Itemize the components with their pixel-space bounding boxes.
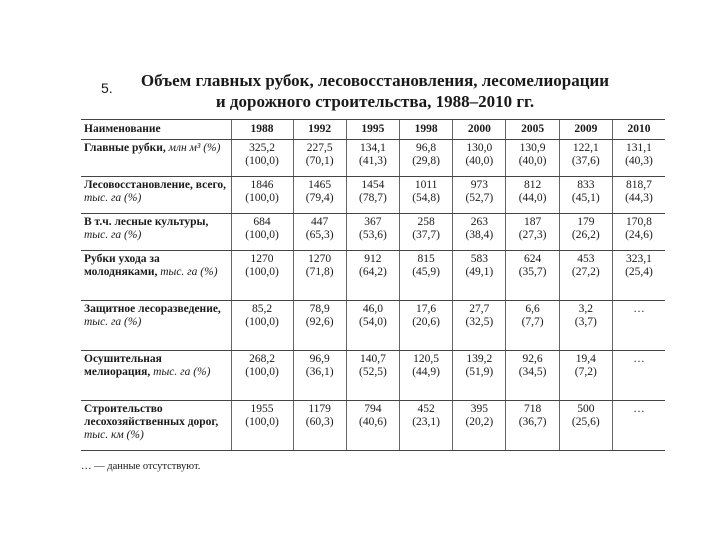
row-name-cell bbox=[81, 401, 231, 451]
value-cell bbox=[453, 351, 506, 401]
cell-percent: (100,0) bbox=[245, 155, 279, 167]
cell-percent: (44,3) bbox=[625, 192, 653, 204]
cell-percent: (27,2) bbox=[571, 266, 600, 278]
cell-percent: (53,6) bbox=[358, 229, 387, 241]
cell-value: … bbox=[633, 303, 645, 315]
cell-value: 1270 bbox=[308, 253, 332, 265]
cell-percent: (36,7) bbox=[518, 416, 547, 428]
cell-value: 794 bbox=[364, 403, 382, 415]
cell-percent: (25,6) bbox=[571, 416, 600, 428]
value-cell bbox=[400, 301, 453, 351]
cell-value: 187 bbox=[523, 216, 542, 228]
cell-percent: (54,8) bbox=[412, 192, 441, 204]
title-line-2: и дорожного строительства, 1988–2010 гг. bbox=[215, 92, 535, 111]
cell-value: 170,8 bbox=[626, 216, 652, 228]
cell-value: 130,9 bbox=[519, 142, 546, 154]
cell-percent: (52,7) bbox=[465, 192, 494, 204]
cell-value: 325,2 bbox=[249, 142, 275, 154]
cell-value: 973 bbox=[470, 179, 488, 191]
cell-value: 3,2 bbox=[578, 303, 593, 315]
value-cell bbox=[612, 301, 665, 351]
cell-value: 833 bbox=[577, 179, 595, 191]
cell-percent: (92,6) bbox=[305, 316, 334, 328]
cell-value: 131,1 bbox=[626, 142, 652, 154]
value-cell bbox=[559, 351, 612, 401]
row-name: В т.ч. лесные культуры, bbox=[84, 216, 209, 228]
value-cell bbox=[506, 214, 559, 251]
value-cell bbox=[400, 214, 453, 251]
value-cell bbox=[231, 301, 293, 351]
cell-value: 1955 bbox=[250, 403, 274, 415]
value-cell bbox=[231, 401, 293, 451]
cell-value: 122,1 bbox=[572, 142, 599, 154]
row-unit: млн м³ (%) bbox=[168, 142, 221, 154]
header-cell: Наименование bbox=[81, 120, 231, 140]
cell-percent: (40,0) bbox=[465, 155, 494, 167]
value-cell bbox=[506, 301, 559, 351]
cell-value: 453 bbox=[577, 253, 595, 265]
cell-percent: (44,9) bbox=[412, 366, 441, 378]
row-unit: тыс. га (%) bbox=[84, 316, 142, 328]
header-row bbox=[81, 120, 665, 140]
table-row bbox=[81, 351, 665, 401]
value-cell bbox=[559, 301, 612, 351]
value-cell bbox=[400, 251, 453, 301]
cell-value: 1454 bbox=[361, 179, 385, 191]
cell-value: 1846 bbox=[250, 179, 274, 191]
value-cell bbox=[346, 301, 399, 351]
cell-value: 130,0 bbox=[466, 142, 493, 154]
cell-value: 85,2 bbox=[251, 303, 273, 315]
cell-percent: (37,7) bbox=[412, 229, 441, 241]
footnote: … — данные отсутствуют. bbox=[81, 461, 201, 472]
cell-percent: (49,1) bbox=[465, 266, 494, 278]
cell-value: 258 bbox=[417, 216, 435, 228]
cell-percent: (34,5) bbox=[518, 366, 547, 378]
value-cell bbox=[231, 214, 293, 251]
value-cell bbox=[346, 177, 399, 214]
row-name: Строительство лесохозяйственных дорог, bbox=[84, 403, 219, 428]
cell-percent: (25,4) bbox=[625, 266, 653, 278]
cell-percent: (29,8) bbox=[412, 155, 441, 167]
row-name-cell bbox=[81, 251, 231, 301]
cell-value: 120,5 bbox=[413, 353, 440, 365]
value-cell bbox=[231, 177, 293, 214]
value-cell bbox=[293, 251, 346, 301]
cell-value: 96,8 bbox=[416, 142, 437, 154]
value-cell bbox=[346, 140, 399, 177]
row-name: Рубки ухода за молодняками, bbox=[84, 253, 160, 278]
cell-value: 227,5 bbox=[306, 142, 333, 154]
row-name-cell bbox=[81, 301, 231, 351]
row-unit: тыс. га (%) bbox=[84, 192, 142, 204]
value-cell bbox=[559, 251, 612, 301]
value-cell bbox=[346, 401, 399, 451]
cell-percent: (70,1) bbox=[305, 155, 334, 167]
cell-percent: (20,6) bbox=[412, 316, 441, 328]
row-name-cell bbox=[81, 214, 231, 251]
cell-percent: (24,6) bbox=[625, 229, 653, 241]
cell-value: 815 bbox=[417, 253, 435, 265]
cell-value: 500 bbox=[577, 403, 595, 415]
row-name: Лесовосстановление, всего, bbox=[84, 179, 227, 191]
cell-value: 323,1 bbox=[626, 253, 652, 265]
header-cell: 2009 bbox=[559, 120, 612, 140]
table-row bbox=[81, 401, 665, 451]
value-cell bbox=[293, 351, 346, 401]
cell-percent: (32,5) bbox=[465, 316, 494, 328]
cell-value: 452 bbox=[417, 403, 435, 415]
value-cell bbox=[231, 351, 293, 401]
header-cell: 1992 bbox=[293, 120, 346, 140]
value-cell bbox=[612, 251, 665, 301]
header-cell: 2005 bbox=[506, 120, 559, 140]
cell-value: 96,9 bbox=[309, 353, 330, 365]
cell-percent: (44,0) bbox=[518, 192, 547, 204]
value-cell bbox=[612, 214, 665, 251]
cell-value: 583 bbox=[470, 253, 488, 265]
value-cell bbox=[293, 401, 346, 451]
cell-value: 179 bbox=[577, 216, 595, 228]
cell-percent: (27,3) bbox=[518, 229, 547, 241]
header-cell: 1988 bbox=[231, 120, 293, 140]
header-cell: 2010 bbox=[612, 120, 665, 140]
cell-value: 6,6 bbox=[525, 303, 540, 315]
cell-percent: (60,3) bbox=[305, 416, 334, 428]
cell-value: 912 bbox=[364, 253, 382, 265]
cell-percent: (36,1) bbox=[305, 366, 334, 378]
header-cell: 1998 bbox=[400, 120, 453, 140]
table-row bbox=[81, 251, 665, 301]
cell-percent: (40,0) bbox=[518, 155, 547, 167]
table-row bbox=[81, 140, 665, 177]
cell-percent: (37,6) bbox=[571, 155, 600, 167]
value-cell bbox=[612, 401, 665, 451]
cell-percent: (35,7) bbox=[518, 266, 547, 278]
value-cell bbox=[453, 140, 506, 177]
cell-value: 1270 bbox=[250, 253, 274, 265]
header-cell: 1995 bbox=[346, 120, 399, 140]
value-cell bbox=[293, 140, 346, 177]
page-title bbox=[110, 70, 640, 112]
cell-percent: (100,0) bbox=[245, 192, 279, 204]
title-line-1: Объем главных рубок, лесовосстановления, лесомелиорации bbox=[140, 71, 610, 90]
value-cell bbox=[400, 140, 453, 177]
value-cell bbox=[559, 140, 612, 177]
value-cell bbox=[559, 401, 612, 451]
cell-value: 1011 bbox=[414, 179, 438, 191]
value-cell bbox=[400, 401, 453, 451]
cell-percent: (38,4) bbox=[465, 229, 494, 241]
value-cell bbox=[612, 351, 665, 401]
value-cell bbox=[293, 301, 346, 351]
cell-percent: (79,4) bbox=[305, 192, 334, 204]
cell-percent: (20,2) bbox=[465, 416, 494, 428]
cell-percent: (52,5) bbox=[358, 366, 387, 378]
cell-percent: (40,6) bbox=[358, 416, 387, 428]
cell-percent: (71,8) bbox=[305, 266, 334, 278]
row-unit: тыс. км (%) bbox=[84, 429, 144, 441]
cell-percent: (7,2) bbox=[574, 366, 597, 378]
cell-value: 46,0 bbox=[362, 303, 383, 315]
cell-value: 367 bbox=[364, 216, 382, 228]
cell-value: 78,9 bbox=[309, 303, 330, 315]
value-cell bbox=[346, 351, 399, 401]
row-name-cell bbox=[81, 351, 231, 401]
cell-value: 1179 bbox=[308, 403, 331, 415]
cell-percent: (3,7) bbox=[574, 316, 597, 328]
value-cell bbox=[453, 251, 506, 301]
cell-value: 812 bbox=[523, 179, 542, 191]
value-cell bbox=[506, 251, 559, 301]
cell-percent: (7,7) bbox=[521, 316, 544, 328]
row-unit: тыс. га (%) bbox=[153, 366, 211, 378]
cell-percent: (100,0) bbox=[245, 229, 279, 241]
cell-percent: (41,3) bbox=[358, 155, 387, 167]
cell-percent: (65,3) bbox=[305, 229, 334, 241]
value-cell bbox=[400, 351, 453, 401]
value-cell bbox=[453, 401, 506, 451]
cell-value: 447 bbox=[311, 216, 329, 228]
cell-percent: (40,3) bbox=[625, 155, 653, 167]
table-row bbox=[81, 177, 665, 214]
cell-value: … bbox=[633, 403, 645, 415]
value-cell bbox=[231, 251, 293, 301]
value-cell bbox=[400, 177, 453, 214]
row-name: Главные рубки, bbox=[84, 142, 166, 154]
row-name-cell bbox=[81, 177, 231, 214]
cell-percent: (45,1) bbox=[571, 192, 600, 204]
cell-percent: (78,7) bbox=[358, 192, 387, 204]
cell-percent: (100,0) bbox=[245, 316, 279, 328]
cell-percent: (54,0) bbox=[358, 316, 387, 328]
slide-number: 5. bbox=[101, 80, 113, 96]
value-cell bbox=[559, 177, 612, 214]
value-cell bbox=[293, 214, 346, 251]
value-cell bbox=[506, 401, 559, 451]
row-unit: тыс. га (%) bbox=[84, 229, 142, 241]
value-cell bbox=[506, 140, 559, 177]
cell-percent: (45,9) bbox=[412, 266, 441, 278]
cell-value: 624 bbox=[523, 253, 542, 265]
cell-value: 134,1 bbox=[359, 142, 386, 154]
value-cell bbox=[293, 177, 346, 214]
value-cell bbox=[612, 140, 665, 177]
cell-percent: (23,1) bbox=[412, 416, 441, 428]
cell-value: … bbox=[633, 353, 645, 365]
row-unit: тыс. га (%) bbox=[160, 266, 218, 278]
cell-value: 19,4 bbox=[575, 353, 596, 365]
value-cell bbox=[453, 214, 506, 251]
cell-value: 395 bbox=[470, 403, 488, 415]
cell-value: 263 bbox=[470, 216, 488, 228]
value-cell bbox=[346, 214, 399, 251]
cell-value: 1465 bbox=[308, 179, 332, 191]
cell-value: 818,7 bbox=[626, 179, 652, 191]
data-table bbox=[81, 119, 665, 451]
value-cell bbox=[453, 177, 506, 214]
table-row bbox=[81, 301, 665, 351]
cell-value: 718 bbox=[523, 403, 542, 415]
value-cell bbox=[506, 351, 559, 401]
row-name-cell bbox=[81, 140, 231, 177]
row-name: Осушительная мелиорация, bbox=[84, 353, 162, 378]
cell-percent: (100,0) bbox=[245, 366, 279, 378]
value-cell bbox=[346, 251, 399, 301]
cell-value: 139,2 bbox=[466, 353, 493, 365]
value-cell bbox=[506, 177, 559, 214]
cell-value: 17,6 bbox=[416, 303, 437, 315]
table-row bbox=[81, 214, 665, 251]
row-name: Защитное лесоразведение, bbox=[84, 303, 221, 315]
cell-value: 268,2 bbox=[249, 353, 275, 365]
cell-percent: (51,9) bbox=[465, 366, 494, 378]
cell-value: 140,7 bbox=[359, 353, 386, 365]
cell-value: 684 bbox=[253, 216, 271, 228]
value-cell bbox=[231, 140, 293, 177]
cell-percent: (26,2) bbox=[571, 229, 600, 241]
value-cell bbox=[612, 177, 665, 214]
cell-value: 92,6 bbox=[522, 353, 543, 365]
cell-value: 27,7 bbox=[469, 303, 490, 315]
cell-percent: (64,2) bbox=[358, 266, 387, 278]
cell-percent: (100,0) bbox=[245, 266, 279, 278]
value-cell bbox=[453, 301, 506, 351]
value-cell bbox=[559, 214, 612, 251]
cell-percent: (100,0) bbox=[245, 416, 279, 428]
header-cell: 2000 bbox=[453, 120, 506, 140]
